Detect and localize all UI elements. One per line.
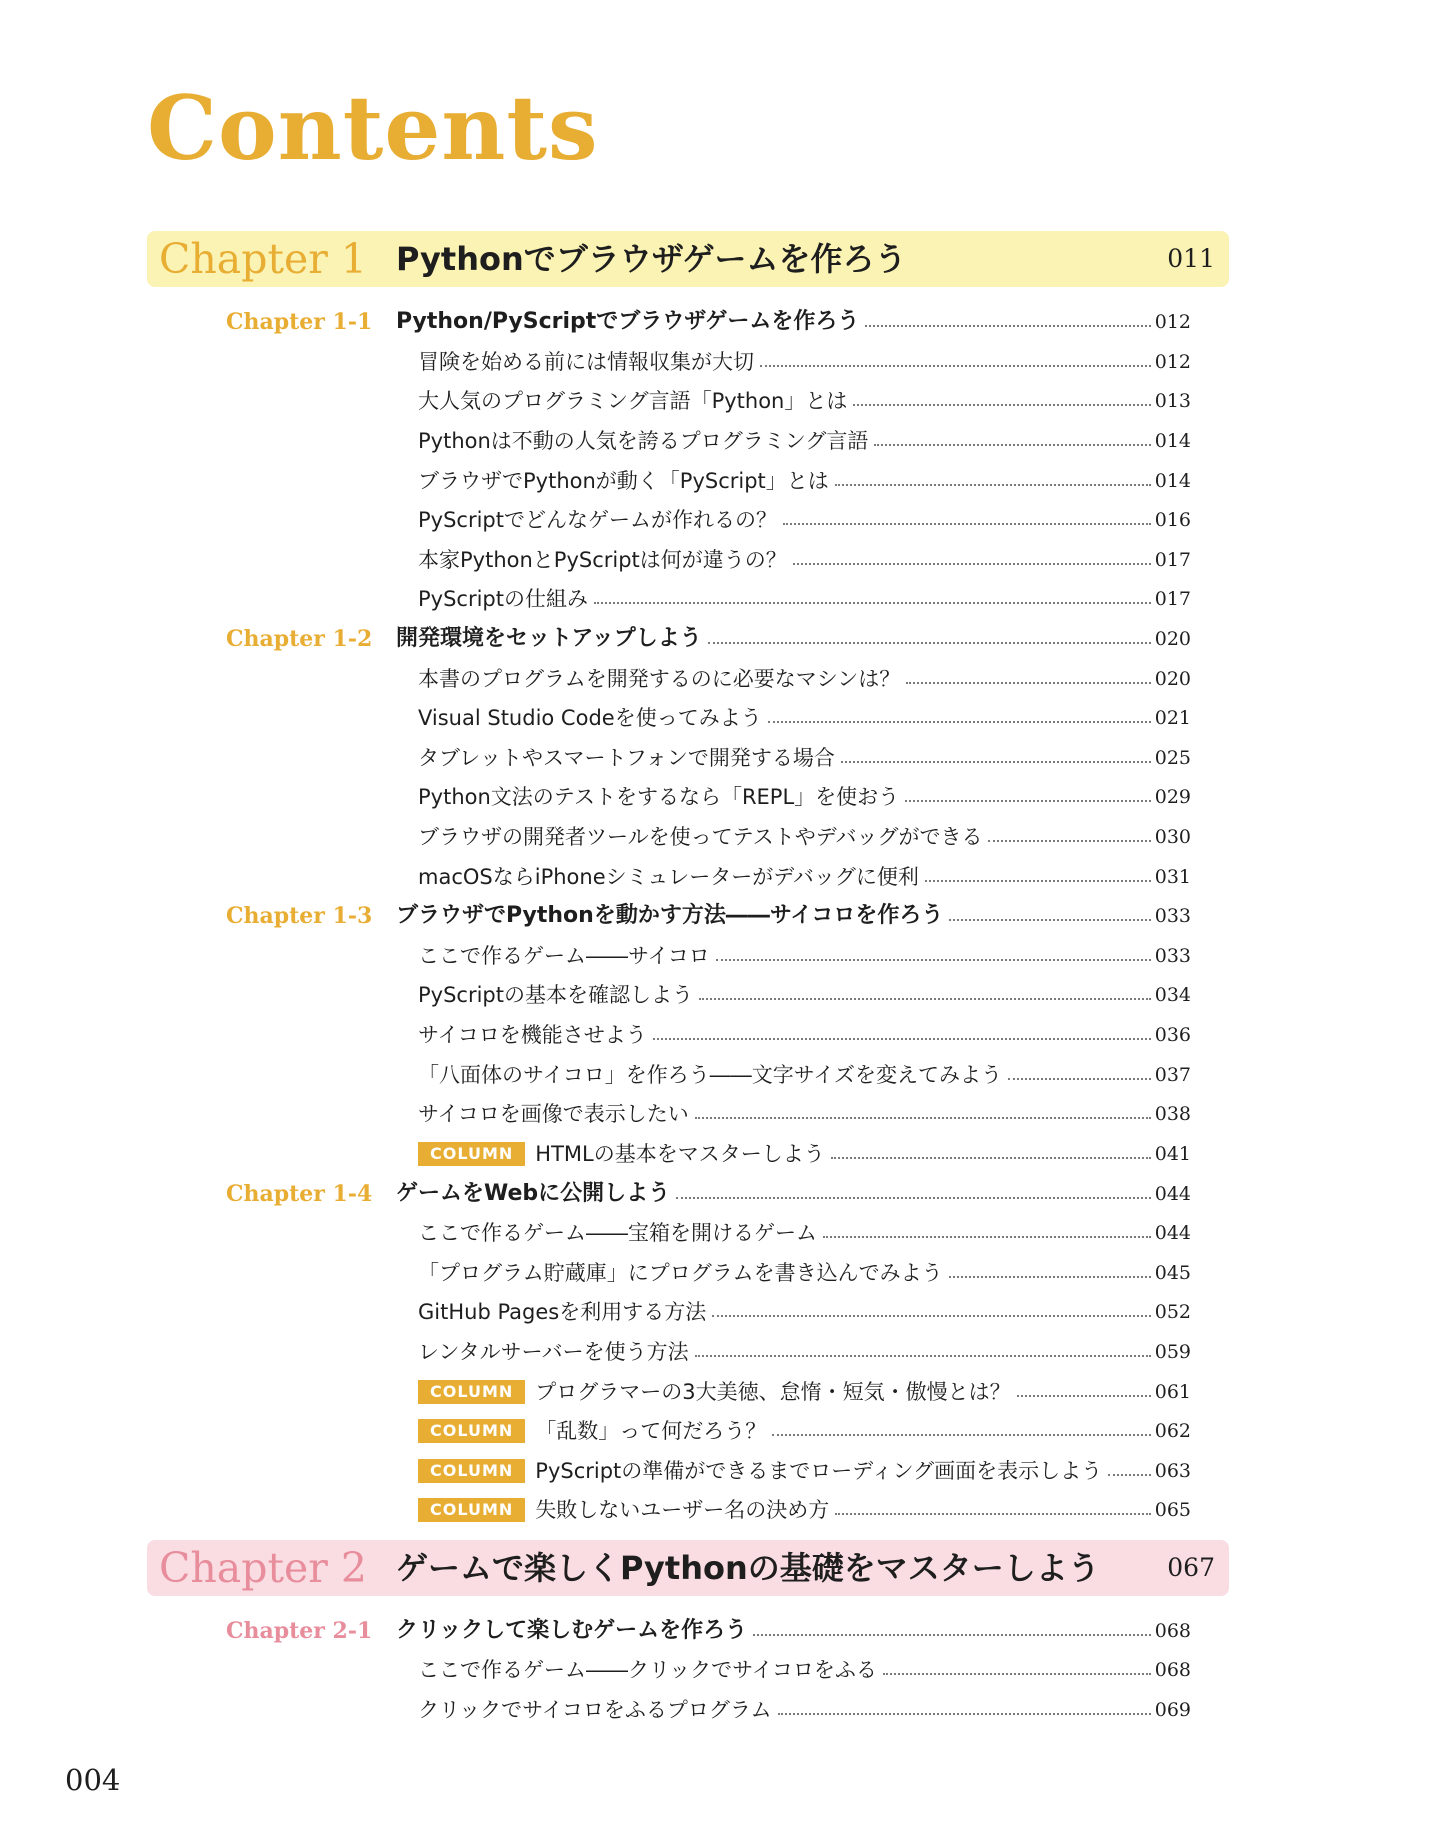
page-ref: 012: [1154, 311, 1191, 333]
dot-leader: [865, 325, 1150, 327]
dot-leader: [676, 1197, 1151, 1199]
dot-leader: [753, 1634, 1151, 1636]
page-ref: 034: [1154, 984, 1191, 1006]
page-ref: 029: [1154, 786, 1191, 808]
entry-title: 「八面体のサイコロ」を作ろう――文字サイズを変えてみよう: [418, 1063, 1003, 1087]
page-ref: 020: [1154, 668, 1191, 690]
dot-leader: [841, 761, 1151, 763]
dot-leader: [949, 919, 1150, 921]
section-title: 開発環境をセットアップしよう: [396, 626, 702, 651]
toc-entry[interactable]: [0, 1335, 1433, 1369]
page-ref: 038: [1154, 1103, 1191, 1125]
dot-leader: [835, 484, 1151, 486]
page-ref: 017: [1154, 549, 1191, 571]
page-ref: 069: [1154, 1699, 1191, 1721]
dot-leader: [1017, 1395, 1151, 1397]
chapter-2-header: [147, 1540, 1229, 1596]
entry-title: 本書のプログラムを開発するのに必要なマシンは？: [418, 667, 901, 691]
entry-title: ブラウザでPythonが動く「PyScript」とは: [418, 469, 829, 493]
section-label: Chapter 1-3: [226, 903, 373, 929]
toc-entry[interactable]: [0, 1256, 1433, 1290]
page-ref: 063: [1154, 1460, 1191, 1482]
toc-entry[interactable]: [0, 384, 1433, 418]
entry-title: 「プログラム貯蔵庫」にプログラムを書き込んでみよう: [418, 1261, 943, 1285]
column-badge: COLUMN: [418, 1419, 525, 1443]
page-ref: 030: [1154, 826, 1191, 848]
entry-title: レンタルサーバーを使う方法: [418, 1340, 689, 1364]
toc-entry[interactable]: [0, 820, 1433, 854]
dot-leader: [835, 1513, 1150, 1515]
page-ref: 044: [1154, 1222, 1191, 1244]
page-ref: 044: [1154, 1183, 1191, 1205]
dot-leader: [768, 721, 1151, 723]
dot-leader: [712, 1315, 1151, 1317]
toc-entry-column[interactable]: [0, 1414, 1433, 1448]
dot-leader: [988, 840, 1150, 842]
chapter-title: Pythonでブラウザゲームを作ろう: [396, 240, 907, 278]
dot-leader: [653, 1038, 1151, 1040]
entry-title: プログラマーの3大美徳、怠惰・短気・傲慢とは？: [535, 1380, 1011, 1404]
entry-title: PyScriptでどんなゲームが作れるの？: [418, 508, 777, 532]
dot-leader: [925, 880, 1151, 882]
toc-entry[interactable]: [0, 503, 1433, 537]
page-ref: 012: [1154, 351, 1191, 373]
dot-leader: [883, 1673, 1151, 1675]
toc-entry[interactable]: [0, 978, 1433, 1012]
entry-title: Pythonは不動の人気を誇るプログラミング言語: [418, 429, 869, 453]
dot-leader: [1008, 1078, 1151, 1080]
dot-leader: [783, 523, 1151, 525]
dot-leader: [831, 1157, 1151, 1159]
entry-title: 大人気のプログラミング言語「Python」とは: [418, 389, 848, 413]
dot-leader: [699, 998, 1151, 1000]
page-ref: 052: [1154, 1301, 1191, 1323]
entry-title: Visual Studio Codeを使ってみよう: [418, 706, 762, 730]
toc-entry-column[interactable]: [0, 1137, 1433, 1171]
page-number: 004: [65, 1763, 121, 1797]
chapter-1-header: [147, 231, 1229, 287]
column-badge: COLUMN: [418, 1142, 525, 1166]
entry-title: タブレットやスマートフォンで開発する場合: [418, 746, 835, 770]
toc-entry[interactable]: [0, 543, 1433, 577]
toc-entry[interactable]: [0, 1653, 1433, 1687]
entry-title: 「乱数」って何だろう？: [535, 1419, 767, 1443]
section-label: Chapter 1-1: [226, 309, 373, 335]
entry-title: PyScriptの準備ができるまでローディング画面を表示しよう: [535, 1459, 1103, 1483]
chapter-label: Chapter 1: [159, 235, 367, 283]
chapter-title: ゲームで楽しくPythonの基礎をマスターしよう: [396, 1549, 1100, 1587]
dot-leader: [874, 444, 1150, 446]
column-badge: COLUMN: [418, 1380, 525, 1404]
section-label: Chapter 2-1: [226, 1618, 373, 1644]
section-title: クリックして楽しむゲームを作ろう: [396, 1618, 748, 1643]
dot-leader: [905, 800, 1151, 802]
column-badge: COLUMN: [418, 1498, 525, 1522]
toc-entry[interactable]: [0, 464, 1433, 498]
dot-leader: [778, 1713, 1151, 1715]
page-ref: 036: [1154, 1024, 1191, 1046]
entry-title: PyScriptの仕組み: [418, 587, 588, 611]
entry-title: サイコロを機能させよう: [418, 1023, 647, 1047]
dot-leader: [906, 682, 1150, 684]
dot-leader: [695, 1117, 1151, 1119]
entry-title: クリックでサイコロをふるプログラム: [418, 1698, 772, 1722]
entry-title: ここで作るゲーム――宝箱を開けるゲーム: [418, 1221, 817, 1245]
toc-section-1-2[interactable]: [0, 622, 1433, 656]
entry-title: GitHub Pagesを利用する方法: [418, 1300, 707, 1324]
toc-entry[interactable]: [0, 1058, 1433, 1092]
page-ref: 041: [1154, 1143, 1191, 1165]
toc-entry[interactable]: [0, 1295, 1433, 1329]
dot-leader: [853, 404, 1150, 406]
page-ref: 014: [1154, 470, 1191, 492]
page-ref: 065: [1154, 1499, 1191, 1521]
toc-entry[interactable]: [0, 701, 1433, 735]
entry-title: ここで作るゲーム――サイコロ: [418, 944, 710, 968]
toc-entry[interactable]: [0, 1216, 1433, 1250]
chapter-page: 011: [1167, 244, 1215, 273]
entry-title: 失敗しないユーザー名の決め方: [535, 1498, 830, 1522]
page-ref: 021: [1154, 707, 1191, 729]
page-ref: 068: [1154, 1620, 1191, 1642]
section-title: ブラウザでPythonを動かす方法――サイコロを作ろう: [396, 903, 944, 928]
page-ref: 014: [1154, 430, 1191, 452]
page-ref: 025: [1154, 747, 1191, 769]
toc-entry[interactable]: [0, 1693, 1433, 1727]
dot-leader: [695, 1355, 1151, 1357]
column-badge: COLUMN: [418, 1459, 525, 1483]
entry-title: 本家PythonとPyScriptは何が違うの？: [418, 548, 787, 572]
section-title: ゲームをWebに公開しよう: [396, 1181, 671, 1206]
chapter-page: 067: [1167, 1553, 1215, 1582]
section-title: Python/PyScriptでブラウザゲームを作ろう: [396, 309, 860, 334]
dot-leader: [716, 959, 1151, 961]
toc-entry[interactable]: [0, 860, 1433, 894]
entry-title: Python文法のテストをするなら「REPL」を使おう: [418, 785, 900, 809]
dot-leader: [1108, 1474, 1151, 1476]
toc-entry-column[interactable]: [0, 1493, 1433, 1527]
entry-title: 冒険を始める前には情報収集が大切: [418, 350, 754, 374]
toc-section-1-3[interactable]: [0, 899, 1433, 933]
toc-entry[interactable]: [0, 1097, 1433, 1131]
page-ref: 059: [1154, 1341, 1191, 1363]
page-ref: 031: [1154, 866, 1191, 888]
dot-leader: [793, 563, 1151, 565]
toc-entry[interactable]: [0, 741, 1433, 775]
entry-title: PyScriptの基本を確認しよう: [418, 983, 693, 1007]
toc-entry[interactable]: [0, 424, 1433, 458]
section-label: Chapter 1-2: [226, 626, 373, 652]
entry-title: ブラウザの開発者ツールを使ってテストやデバッグができる: [418, 825, 983, 849]
toc-section-2-1[interactable]: [0, 1614, 1433, 1648]
page-ref: 062: [1154, 1420, 1191, 1442]
dot-leader: [760, 365, 1151, 367]
page-ref: 033: [1154, 905, 1191, 927]
page-ref: 020: [1154, 628, 1191, 650]
toc-entry[interactable]: [0, 780, 1433, 814]
toc-entry[interactable]: [0, 345, 1433, 379]
page-ref: 045: [1154, 1262, 1191, 1284]
section-label: Chapter 1-4: [226, 1181, 373, 1207]
toc-entry-column[interactable]: [0, 1375, 1433, 1409]
toc-entry-column[interactable]: [0, 1454, 1433, 1488]
toc-entry[interactable]: [0, 582, 1433, 616]
chapter-label: Chapter 2: [159, 1544, 367, 1592]
dot-leader: [949, 1276, 1151, 1278]
toc-entry[interactable]: [0, 939, 1433, 973]
dot-leader: [594, 602, 1151, 604]
dot-leader: [708, 642, 1151, 644]
dot-leader: [823, 1236, 1151, 1238]
page-ref: 017: [1154, 588, 1191, 610]
toc-entry[interactable]: [0, 662, 1433, 696]
entry-title: サイコロを画像で表示したい: [418, 1102, 689, 1126]
page-ref: 037: [1154, 1064, 1191, 1086]
page-ref: 033: [1154, 945, 1191, 967]
page-ref: 016: [1154, 509, 1191, 531]
page-title: Contents: [147, 76, 599, 180]
toc-section-1-1[interactable]: [0, 305, 1433, 339]
entry-title: ここで作るゲーム――クリックでサイコロをふる: [418, 1658, 877, 1682]
toc-entry[interactable]: [0, 1018, 1433, 1052]
dot-leader: [772, 1434, 1150, 1436]
page-ref: 013: [1154, 390, 1191, 412]
entry-title: HTMLの基本をマスターしよう: [535, 1142, 825, 1166]
toc-section-1-4[interactable]: [0, 1177, 1433, 1211]
page-ref: 068: [1154, 1659, 1191, 1681]
entry-title: macOSならiPhoneシミュレーターがデバッグに便利: [418, 865, 919, 889]
page-ref: 061: [1154, 1381, 1191, 1403]
